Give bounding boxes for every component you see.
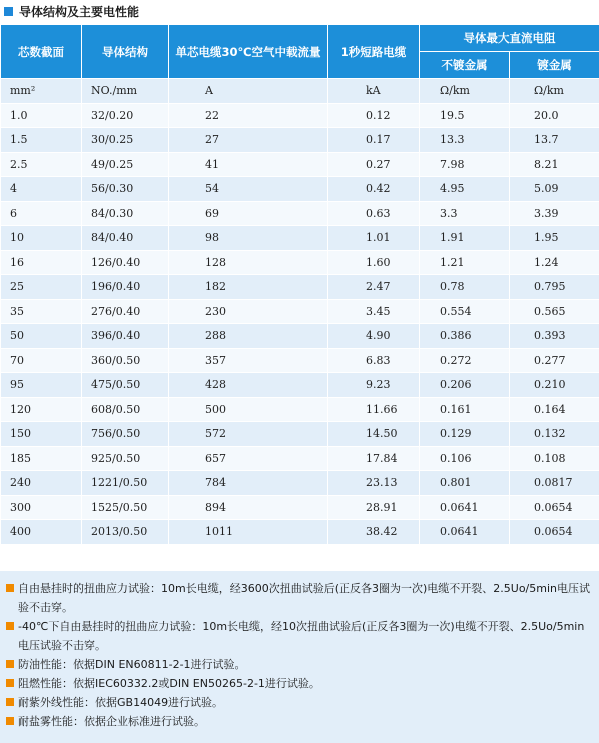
section-title: 导体结构及主要电性能 — [19, 4, 140, 19]
table-row — [1, 103, 599, 128]
table-cell: 95 — [1, 373, 82, 398]
table-cell: 0.161 — [420, 397, 510, 422]
header-coated: 镀金属 — [510, 52, 599, 79]
header-conductor-structure: 导体结构 — [82, 25, 169, 79]
section-title-bar — [0, 0, 599, 22]
table-cell: 0.386 — [420, 324, 510, 349]
table-cell: 14.50 — [328, 422, 420, 447]
table-cell: 657 — [169, 446, 328, 471]
table-cell: 4.95 — [420, 177, 510, 202]
table-cell: 84/0.30 — [82, 201, 169, 226]
table-cell: 13.3 — [420, 128, 510, 153]
table-cell: 4.90 — [328, 324, 420, 349]
table-cell: 9.23 — [328, 373, 420, 398]
table-cell: 0.795 — [510, 275, 599, 300]
table-cell: 185 — [1, 446, 82, 471]
note-item — [6, 674, 593, 693]
table-cell: 276/0.40 — [82, 299, 169, 324]
table-cell: 23.13 — [328, 471, 420, 496]
table-cell: 1.60 — [328, 250, 420, 275]
table-cell: 240 — [1, 471, 82, 496]
table-cell: 4 — [1, 177, 82, 202]
table-cell: 1.21 — [420, 250, 510, 275]
bullet-square-icon — [6, 660, 14, 668]
table-cell: 6 — [1, 201, 82, 226]
table-row — [1, 128, 599, 153]
header-uncoated: 不镀金属 — [420, 52, 510, 79]
table-cell: 1221/0.50 — [82, 471, 169, 496]
header-dc-resistance: 导体最大直流电阻 — [420, 25, 599, 52]
header-short-circuit: 1秒短路电缆 — [328, 25, 420, 79]
table-cell: Ω/km — [420, 79, 510, 104]
table-cell: 1.0 — [1, 103, 82, 128]
table-cell: 0.272 — [420, 348, 510, 373]
table-cell: 0.0654 — [510, 495, 599, 520]
table-cell: 70 — [1, 348, 82, 373]
bullet-square-icon — [6, 679, 14, 687]
table-cell: mm² — [1, 79, 82, 104]
table-cell: 0.106 — [420, 446, 510, 471]
note-text: 阻燃性能：依据IEC60332.2或DIN EN50265-2-1进行试验。 — [18, 677, 320, 690]
table-cell: 6.83 — [328, 348, 420, 373]
table-cell: 32/0.20 — [82, 103, 169, 128]
table-row — [1, 250, 599, 275]
note-item — [6, 617, 593, 655]
note-item — [6, 712, 593, 731]
table-cell: 400 — [1, 520, 82, 545]
table-cell: kA — [328, 79, 420, 104]
table-cell: 0.206 — [420, 373, 510, 398]
bullet-square-icon — [6, 717, 14, 725]
note-item — [6, 693, 593, 712]
table-cell: 396/0.40 — [82, 324, 169, 349]
table-cell: 230 — [169, 299, 328, 324]
table-cell: 0.210 — [510, 373, 599, 398]
table-cell: 1.01 — [328, 226, 420, 251]
table-cell: 126/0.40 — [82, 250, 169, 275]
note-text: 防油性能：依据DIN EN60811-2-1进行试验。 — [18, 658, 246, 671]
table-cell: 0.554 — [420, 299, 510, 324]
table-cell: 128 — [169, 250, 328, 275]
table-cell: 357 — [169, 348, 328, 373]
table-cell: 288 — [169, 324, 328, 349]
table-cell: 1.24 — [510, 250, 599, 275]
table-cell: 41 — [169, 152, 328, 177]
table-cell: 84/0.40 — [82, 226, 169, 251]
table-body — [1, 79, 599, 545]
table-cell: 20.0 — [510, 103, 599, 128]
table-cell: 360/0.50 — [82, 348, 169, 373]
table-cell: 2013/0.50 — [82, 520, 169, 545]
note-text: 耐盐雾性能：依据企业标准进行试验。 — [18, 715, 205, 728]
note-text: 自由悬挂时的扭曲应力试验：10m长电缆，经3600次扭曲试验后(正反各3圈为一次)电缆不开裂、2.5Uo/5min电压试验不击穿。 — [18, 582, 591, 614]
table-cell: 27 — [169, 128, 328, 153]
note-text: -40℃下自由悬挂时的扭曲应力试验：10m长电缆，经10次扭曲试验后(正反各3圈为一次)电缆不开裂、2.5Uo/5min电压试验不击穿。 — [18, 620, 585, 652]
table-cell: 475/0.50 — [82, 373, 169, 398]
bullet-square-icon — [6, 584, 14, 592]
table-cell: 150 — [1, 422, 82, 447]
table-cell: 50 — [1, 324, 82, 349]
table-row — [1, 495, 599, 520]
table-cell: 756/0.50 — [82, 422, 169, 447]
table-cell: 500 — [169, 397, 328, 422]
table-row — [1, 201, 599, 226]
notes-panel — [0, 571, 599, 743]
table-row — [1, 348, 599, 373]
table-cell: 69 — [169, 201, 328, 226]
table-cell: 2.47 — [328, 275, 420, 300]
table-cell: 0.17 — [328, 128, 420, 153]
table-cell: 22 — [169, 103, 328, 128]
table-cell: 1525/0.50 — [82, 495, 169, 520]
table-row — [1, 177, 599, 202]
table-cell: 8.21 — [510, 152, 599, 177]
table-cell: 0.801 — [420, 471, 510, 496]
table-cell: 38.42 — [328, 520, 420, 545]
table-cell: 0.78 — [420, 275, 510, 300]
table-cell: 49/0.25 — [82, 152, 169, 177]
table-row — [1, 275, 599, 300]
table-row — [1, 520, 599, 545]
table-cell: 1.91 — [420, 226, 510, 251]
table-cell: 1011 — [169, 520, 328, 545]
table-cell: 17.84 — [328, 446, 420, 471]
table-cell: 28.91 — [328, 495, 420, 520]
table-cell: 35 — [1, 299, 82, 324]
table-cell: 894 — [169, 495, 328, 520]
table-cell: 784 — [169, 471, 328, 496]
note-text: 耐紫外线性能：依据GB14049进行试验。 — [18, 696, 224, 709]
table-cell: 608/0.50 — [82, 397, 169, 422]
table-cell: 3.3 — [420, 201, 510, 226]
table-cell: 0.132 — [510, 422, 599, 447]
table-cell: 182 — [169, 275, 328, 300]
table-cell: 1.5 — [1, 128, 82, 153]
spec-table — [0, 24, 599, 545]
table-cell: 0.277 — [510, 348, 599, 373]
table-row — [1, 152, 599, 177]
table-row — [1, 373, 599, 398]
table-cell: 7.98 — [420, 152, 510, 177]
bullet-square-icon — [6, 698, 14, 706]
table-cell: 30/0.25 — [82, 128, 169, 153]
table-cell: 0.0654 — [510, 520, 599, 545]
table-cell: 11.66 — [328, 397, 420, 422]
bullet-square-icon — [6, 622, 14, 630]
table-cell: 3.45 — [328, 299, 420, 324]
table-cell: 0.12 — [328, 103, 420, 128]
units-row — [1, 79, 599, 104]
table-cell: 0.393 — [510, 324, 599, 349]
table-cell: 56/0.30 — [82, 177, 169, 202]
table-cell: 196/0.40 — [82, 275, 169, 300]
table-cell: 572 — [169, 422, 328, 447]
note-item — [6, 579, 593, 617]
table-cell: 925/0.50 — [82, 446, 169, 471]
table-cell: Ω/km — [510, 79, 599, 104]
table-cell: 0.0641 — [420, 495, 510, 520]
table-cell: 428 — [169, 373, 328, 398]
table-row — [1, 299, 599, 324]
table-cell: 54 — [169, 177, 328, 202]
table-row — [1, 471, 599, 496]
table-cell: 0.42 — [328, 177, 420, 202]
table-row — [1, 446, 599, 471]
table-row — [1, 422, 599, 447]
table-cell: 98 — [169, 226, 328, 251]
table-cell: 25 — [1, 275, 82, 300]
table-cell: 0.129 — [420, 422, 510, 447]
table-cell: 16 — [1, 250, 82, 275]
table-cell: 0.565 — [510, 299, 599, 324]
table-cell: 1.95 — [510, 226, 599, 251]
table-row — [1, 397, 599, 422]
table-row — [1, 324, 599, 349]
header-current-capacity: 单芯电缆30℃空气中载流量 — [169, 25, 328, 79]
title-square-icon — [4, 7, 13, 16]
table-cell: 120 — [1, 397, 82, 422]
table-cell: 13.7 — [510, 128, 599, 153]
table-cell: 300 — [1, 495, 82, 520]
table-cell: 0.0817 — [510, 471, 599, 496]
table-cell: 0.63 — [328, 201, 420, 226]
table-row — [1, 226, 599, 251]
table-cell: 0.0641 — [420, 520, 510, 545]
table-cell: 0.27 — [328, 152, 420, 177]
header-cross-section: 芯数截面 — [1, 25, 82, 79]
table-cell: 5.09 — [510, 177, 599, 202]
note-item — [6, 655, 593, 674]
table-cell: 19.5 — [420, 103, 510, 128]
table-cell: A — [169, 79, 328, 104]
table-cell: 3.39 — [510, 201, 599, 226]
table-cell: 2.5 — [1, 152, 82, 177]
table-cell: 10 — [1, 226, 82, 251]
table-cell: 0.164 — [510, 397, 599, 422]
table-cell: 0.108 — [510, 446, 599, 471]
table-cell: NO./mm — [82, 79, 169, 104]
